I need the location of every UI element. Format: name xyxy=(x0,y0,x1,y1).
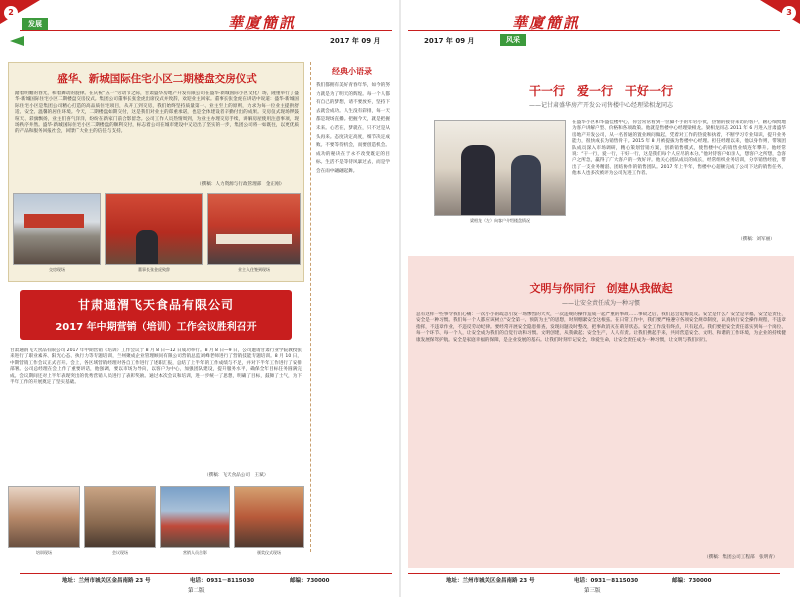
newsletter-logo: 華廈簡訊 xyxy=(512,14,581,32)
article-housing-delivery xyxy=(8,62,304,282)
footer-page-label: 第三版 xyxy=(584,588,601,594)
photo-caption: 颁奖仪式现场 xyxy=(257,550,281,555)
photo-caption: 培训现场 xyxy=(36,550,52,555)
article-title: 盛华、新城国际住宅小区二期楼盘交房仪式 xyxy=(57,73,257,85)
photo-caption: 梁相龙（左）向客户介绍楼盘情况 xyxy=(470,218,530,223)
sidebar-quotes xyxy=(310,62,392,552)
photo-caption: 营销人员合影 xyxy=(183,550,207,555)
page-number: 2 xyxy=(4,6,18,20)
right-header xyxy=(400,0,800,46)
sidebar-title: 经典小语录 xyxy=(332,67,372,76)
article-employee-profile xyxy=(414,60,788,250)
photo-ceremony-crowd xyxy=(13,193,101,265)
footer-address: 地址：兰州市城关区金昌南路 23 号 xyxy=(446,578,535,584)
article-marketing-meeting xyxy=(8,290,304,568)
photo-sales-manager xyxy=(434,120,566,216)
article-subtitle: ——记甘肃盛华房产开发公司售楼中心经理梁相龙同志 xyxy=(528,102,673,109)
article-credit: （撰稿：飞天食品公司 王斌） xyxy=(204,473,269,478)
footer-postcode: 邮编：730000 xyxy=(672,578,712,584)
article-title: 文明与你同行 创建从我做起 xyxy=(529,282,673,295)
article-title: 干一行 爱一行 干好一行 xyxy=(528,84,673,98)
issue-date: 2017 年 09 月 xyxy=(330,37,381,45)
photo-owner-signin xyxy=(207,193,301,265)
photo-caption: 会议现场 xyxy=(112,550,128,555)
article-title-line2: 2017 年中期营销（培训）工作会议胜利召开 xyxy=(55,322,257,333)
article-subtitle: ——让安全责任成为一种习惯 xyxy=(561,300,640,307)
article-body: 在盛华小区和华盛佳楼中心，你会常常看到一位脚不手的年轻小伙，热情的接待来访的客户，耐心细致地为客户讲解户型、价格和各项政策。他就是售楼中心经理梁相龙。梁相龙同志 2011 年 6 月进入甘肃盛华房地产开发公司，从一名普通的置业顾问做起，凭着对工作的热爱和执着，不断学习专业知识，提升业务能力，很快成长为销售骨干。2015 年 8 月被提拔为售楼中心经理。担任经理以来，他以身作则，带领团队成员深入市场调研，精心策划营销方案，创新销售模式，使售楼中心的销售业绩连年攀升。他经常说：“干一行，爱一行，干好一行，这是我们每个人应尽的本分。”他对待客户如亲人，想客户之所想，急客户之所急，赢得了广大客户的一致好评。他关心团队成员的成长，经常组织业务培训，分享销售经验，带出了一支业务精湛、团结协作的销售团队。2017 年上半年，售楼中心超额完成了公司下达的销售任务，他本人也多次被评为公司先进工作者。 xyxy=(572,120,786,177)
footer-address: 地址：兰州市城关区金昌南路 23 号 xyxy=(62,578,151,584)
footer-phone: 电话：0931－8115030 xyxy=(190,578,255,584)
article-credit: （撰稿：刘军丽） xyxy=(738,237,775,242)
page-number: 3 xyxy=(782,6,796,20)
right-page xyxy=(400,0,800,597)
section-label: 风采 xyxy=(500,34,526,46)
issue-date: 2017 年 09 月 xyxy=(424,37,475,45)
footer-postcode: 邮编：730000 xyxy=(290,578,330,584)
title-banner xyxy=(20,290,292,340)
photo-award xyxy=(234,486,304,548)
article-body: 踏着明媚的春光，和着舞动的旋律。在庆祝“五一”劳动节之际，甘肃盛华房地产开发有限公司在盛华·新城国际小区文化广场，隆重举行了盛华·新城国际住宅小区二期楼盘交房仪式。集团公司董事长张金虎出席仪式并致辞，欢迎业主回家。董事长张金虎在讲话中说道：盛华·新城国际住宅小区是集团公司精心打造的高品质住宅项目，从开工到交房，我们始终坚持质量第一、业主至上的原则，力求为每一位业主提供舒适、安全、温馨的居住环境。今天，二期楼盘如期交付，这是我们对业主的郑重承诺，也是全体建设者辛勤付出的成果。交房仪式现场锣鼓喧天、彩旗飘扬，业主们喜气洋洋，纷纷在新家门前合影留念。公司工作人员热情周到，为业主办理交房手续，讲解房屋使用注意事项，现场秩序井然。盛华·新城国际住宅小区二期楼盘的顺利交付，标志着公司在城市建设中又迈出了坚实的一步，集团公司将一如既往，以更优质的产品和服务回报社会，回馈广大业主的信任与支持。 xyxy=(15,91,299,135)
article-credit: （撰稿：集团公司工程部 张明青） xyxy=(704,555,778,560)
newsletter-logo: 華廈簡訊 xyxy=(228,14,297,32)
footer-phone: 电话：0931－8115030 xyxy=(574,578,639,584)
photo-training xyxy=(8,486,80,548)
article-safety xyxy=(408,256,794,568)
article-body: 总有这样一些事令我们心痛：一次小小的疏忽引发一场惨烈的大火，一次违规的操作造成一起严重的事故……事故之后，我们总会追悔莫及。安全是什么？安全是幸福，安全是责任，安全是一种习惯。我们每一个人都应该树立“安全第一、预防为主”的思想，时刻绷紧安全这根弦。在日常工作中，我们要严格遵守各项安全规章制度，认真执行安全操作规程，不违章指挥，不违章作业，不违反劳动纪律。要经常开展安全隐患排查，发现问题及时整改，把事故消灭在萌芽状态。安全工作没有终点，只有起点。我们要把安全责任落实到每一个岗位、每一个环节、每一个人，让安全成为我们的自觉行动和习惯。文明创建，从我做起；安全生产，人人有责。让我们携起手来，共同营造安全、文明、和谐的工作环境，为企业的持续健康发展保驾护航。安全是家庭幸福的保障，是企业发展的基石。让我们时刻牢记安全，珍爱生命，让安全责任成为一种习惯，让文明与我们同行。 xyxy=(416,312,786,343)
photo-chairman-speech xyxy=(105,193,203,265)
photo-meeting xyxy=(84,486,156,548)
photo-caption: 交房现场 xyxy=(49,267,65,272)
footer-page-label: 第二版 xyxy=(188,588,205,594)
photo-group xyxy=(160,486,230,548)
photo-caption: 董事长张金虎致辞 xyxy=(138,267,170,272)
article-credit: （撰稿：人力资源与行政管理部 金正刚） xyxy=(197,182,285,187)
article-title-line1: 甘肃通渭飞天食品有限公司 xyxy=(77,298,234,312)
sidebar-body: 我们都拥有美好青春年华，如今的努力就是为了明天的辉煌。每一个人都有自己的梦想，请不要放弃，坚持下去就会成功。人生没有彩排，每一天都是现场直播。把握今天，就是把握未来。心若在，梦就在，只不过是从头再来。态度决定高度，细节决定成败。不要等待机会，而要创造机会。成功的秘诀在于永不改变既定的目标。生活不是等待风暴过去，而是学会在雨中翩翩起舞。 xyxy=(316,83,390,174)
left-header xyxy=(0,0,400,46)
photo-caption: 业主入住签到现场 xyxy=(238,267,270,272)
article-body: 甘肃通渭飞天食品有限公司 2017 年中期营销（培训）工作会议于 8 月 8 日—12 日成功举行。8 月 8 日—9 日，公司邀请甘肃行业学院教授张来进行了职业素养、阳光心态、执行力等专题培训，兰州聚成企业管理顾问有限公司营销总监刘峰老师进行了营销技能专题培训。8 月 10 日，中期营销工作会议正式召开。会上，各区域营销经理对各自工作进行了述职汇报，总结了上半年的工作成绩与不足，并对下半年工作进行了安排部署。公司总经理在会上作了重要讲话，他强调，要以市场为导向，以客户为中心，加强团队建设，提升服务水平，确保全年目标任务圆满完成。会议期间还对上半年表现突出的优秀营销人员进行了表彰奖励。通过本次会议和培训，进一步统一了思想，明确了目标，鼓舞了士气，为下半年工作的开展奠定了坚实基础。 xyxy=(10,348,302,386)
section-label: 发展 xyxy=(22,18,48,30)
